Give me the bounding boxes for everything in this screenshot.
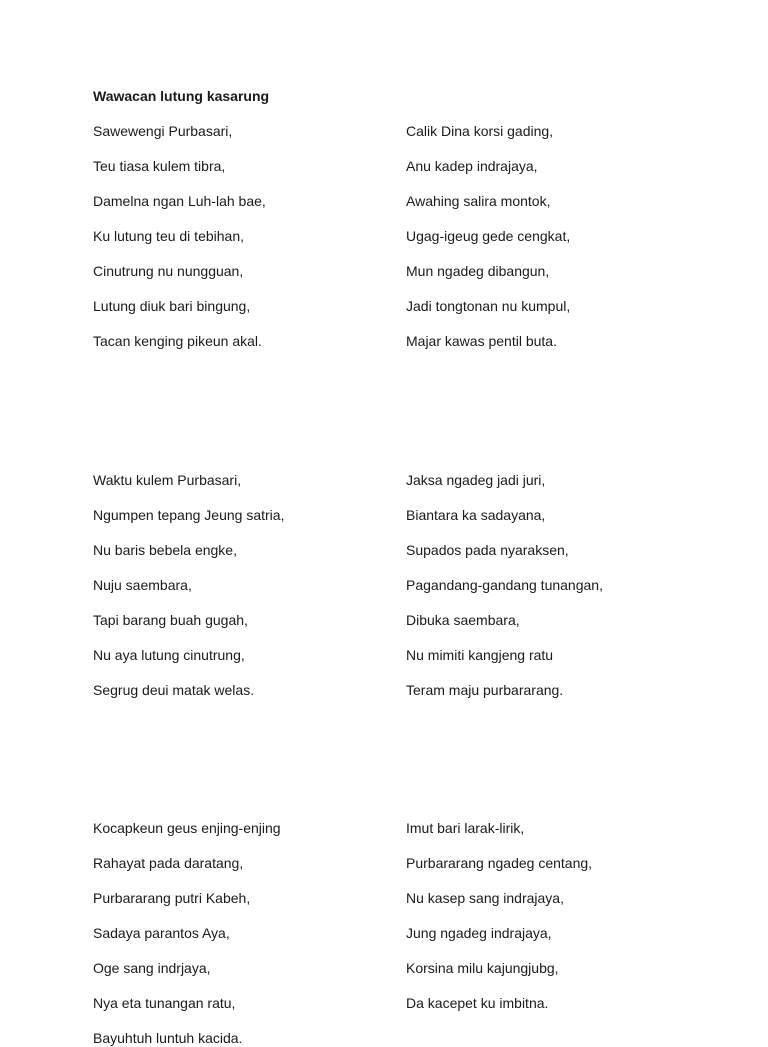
poem-line-left-s2-l3: Nu baris bebela engke, xyxy=(93,541,237,558)
poem-line-right-s3-l3: Nu kasep sang indrajaya, xyxy=(406,890,564,906)
poem-line-left-s3-l3: Purbararang putri Kabeh, xyxy=(93,890,251,906)
document-title: Wawacan lutung kasarung xyxy=(93,88,270,104)
poem-line-right-s3-l2: Purbararang ngadeg centang, xyxy=(406,855,593,871)
poem-line-right-s2-l3: Supados pada nyaraksen, xyxy=(406,541,569,558)
poem-line-right-s3-l6: Da kacepet ku imbitna. xyxy=(406,995,549,1011)
poem-line-left-s1-l4: Ku lutung teu di tebihan, xyxy=(93,228,245,244)
poem-line-left-s2-l7: Segrug deui matak welas. xyxy=(93,681,255,698)
poem-line-right-s2-l6: Nu mimiti kangjeng ratu xyxy=(406,646,554,663)
poem-line-left-s3-l2: Rahayat pada daratang, xyxy=(93,855,244,871)
poem-line-right-s2-l5: Dibuka saembara, xyxy=(406,611,520,628)
poem-line-right-s1-l6: Jadi tongtonan nu kumpul, xyxy=(406,298,571,314)
poem-line-left-s1-l2: Teu tiasa kulem tibra, xyxy=(93,158,226,174)
poem-line-right-s1-l4: Ugag-igeug gede cengkat, xyxy=(406,228,571,244)
poem-line-left-s1-l3: Damelna ngan Luh-lah bae, xyxy=(93,193,266,209)
poem-line-left-s1-l5: Cinutrung nu nungguan, xyxy=(93,263,244,279)
poem-line-left-s1-l1: Sawewengi Purbasari, xyxy=(93,123,233,139)
poem-line-left-s3-l4: Sadaya parantos Aya, xyxy=(93,925,230,941)
poem-line-right-s1-l3: Awahing salira montok, xyxy=(406,193,551,209)
poem-line-left-s2-l6: Nu aya lutung cinutrung, xyxy=(93,646,245,663)
poem-line-right-s1-l5: Mun ngadeg dibangun, xyxy=(406,263,550,279)
poem-line-right-s2-l1: Jaksa ngadeg jadi juri, xyxy=(406,471,546,488)
poem-line-right-s3-l1: Imut bari larak-lirik, xyxy=(406,820,525,836)
poem-line-right-s1-l7: Majar kawas pentil buta. xyxy=(406,333,557,349)
poem-line-left-s1-l7: Tacan kenging pikeun akal. xyxy=(93,333,262,349)
poem-line-left-s2-l2: Ngumpen tepang Jeung satria, xyxy=(93,506,285,523)
poem-line-right-s3-l4: Jung ngadeg indrajaya, xyxy=(406,925,552,941)
poem-line-left-s2-l5: Tapi barang buah gugah, xyxy=(93,611,248,628)
poem-line-left-s2-l4: Nuju saembara, xyxy=(93,576,192,593)
poem-line-left-s1-l6: Lutung diuk bari bingung, xyxy=(93,298,251,314)
poem-line-right-s2-l4: Pagandang-gandang tunangan, xyxy=(406,576,603,593)
poem-line-right-s2-l2: Biantara ka sadayana, xyxy=(406,506,546,523)
poem-line-left-s2-l1: Waktu kulem Purbasari, xyxy=(93,471,242,488)
poem-line-right-s1-l2: Anu kadep indrajaya, xyxy=(406,158,538,174)
poem-line-left-s3-l1: Kocapkeun geus enjing-enjing xyxy=(93,820,281,836)
poem-line-right-s2-l7: Teram maju purbararang. xyxy=(406,681,564,698)
poem-line-left-s3-l5: Oge sang indrjaya, xyxy=(93,960,211,976)
poem-line-left-s3-l6: Nya eta tunangan ratu, xyxy=(93,995,236,1011)
poem-line-left-s3-l7: Bayuhtuh luntuh kacida. xyxy=(93,1030,243,1046)
poem-line-right-s1-l1: Calik Dina korsi gading, xyxy=(406,123,554,139)
poem-line-right-s3-l5: Korsina milu kajungjubg, xyxy=(406,960,559,976)
